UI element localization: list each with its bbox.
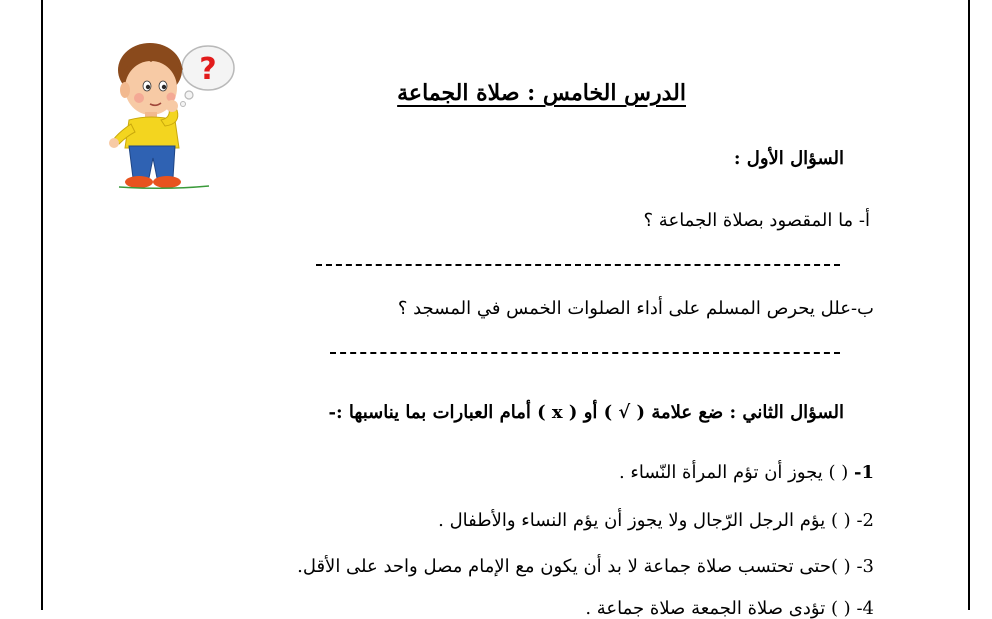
statement-item: [297, 556, 874, 577]
question-1-heading: السؤال الأول :: [733, 148, 844, 169]
statement-item: [438, 510, 874, 531]
item-text: ( ) يجوز أن تؤم المرأة النّساء .: [618, 462, 849, 483]
thinking-boy-icon: [105, 40, 240, 190]
item-number: 2-: [856, 510, 874, 531]
question-1-part-b: ب-علل يحرص المسلم على أداء الصلوات الخمس في المسجد ؟: [397, 298, 874, 319]
statement-item: [585, 598, 874, 619]
lesson-title: الدرس الخامس : صلاة الجماعة: [397, 80, 686, 106]
answer-line-b[interactable]: [330, 352, 840, 354]
question-1-part-a: أ- ما المقصود بصلاة الجماعة ؟: [643, 210, 870, 231]
question-mark: ?: [199, 52, 217, 87]
item-text: ( ) تؤدى صلاة الجمعة صلاة جماعة .: [585, 598, 851, 619]
item-number: 1-: [853, 462, 874, 483]
item-text: ( ) يؤم الرجل الرّجال ولا يجوز أن يؤم النساء والأطفال .: [438, 510, 851, 531]
page-border-left: [41, 0, 43, 610]
page-border-right: [968, 0, 970, 610]
item-number: 3-: [856, 556, 874, 577]
statement-item: [619, 462, 874, 483]
item-text: ( )حتى تحتسب صلاة جماعة لا بد أن يكون مع الإمام مصل واحد على الأقل.: [297, 556, 851, 577]
question-2-heading: السؤال الثاني : ضع علامة ( √ ) أو ( x ) أمام العبارات بما يناسبها :-: [328, 402, 844, 423]
item-number: 4-: [856, 598, 874, 619]
answer-line-a[interactable]: [316, 264, 840, 266]
